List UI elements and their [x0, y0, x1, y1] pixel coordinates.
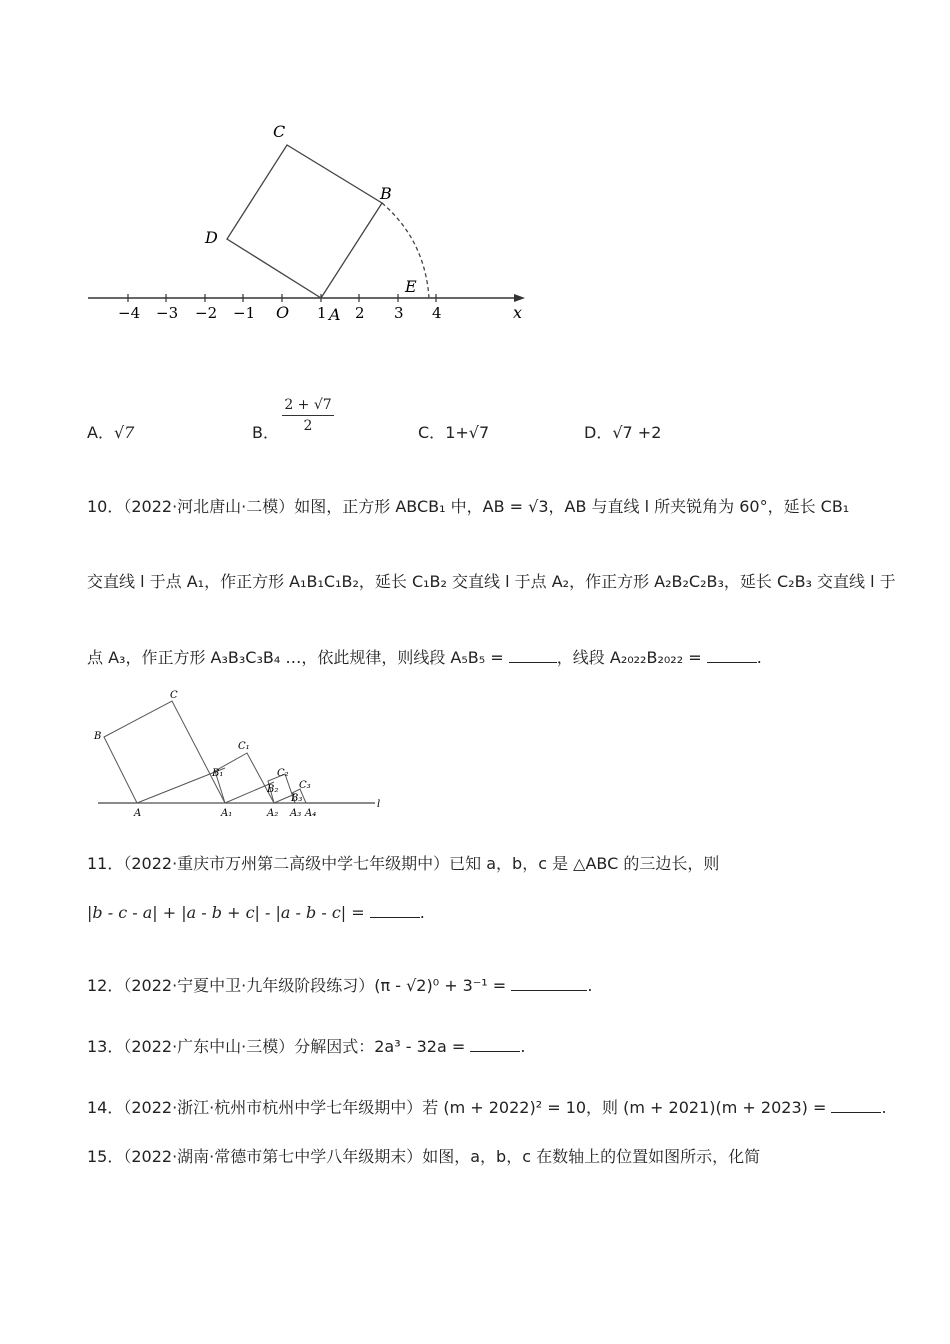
option-d: [584, 420, 661, 443]
point-label-E: E: [405, 277, 417, 296]
q10-line-3-text-b: ，线段 A₂₀₂₂B₂₀₂₂ =: [556, 648, 702, 667]
fig2-label-C3: C₃: [299, 780, 311, 791]
answer-blank[interactable]: [831, 1098, 881, 1113]
fig2-label-A3: A₃: [290, 808, 302, 819]
answer-blank[interactable]: [509, 648, 557, 663]
tick-label: 4: [432, 304, 442, 322]
option-c: [418, 420, 489, 443]
fig2-label-A1: A₁: [221, 808, 233, 819]
fig2-label-l: l: [377, 799, 381, 810]
option-a-expr: √7: [113, 423, 135, 442]
fig2-label-B1: B₁: [212, 768, 224, 779]
option-d-expr: √7 +2: [612, 423, 662, 442]
point-label-O: O: [276, 303, 290, 322]
answer-blank[interactable]: [707, 648, 757, 663]
tick-label: −1: [233, 304, 256, 322]
tick-label: −3: [156, 304, 179, 322]
q10-line-2: 交直线 l 于点 A₁，作正方形 A₁B₁C₁B₂，延长 C₁B₂ 交直线 l 于点 A₂，作正方形 A₂B₂C₂B₃，延长 C₂B₃ 交直线 l 于: [87, 572, 896, 591]
fig2-label-A4: A₄: [305, 808, 317, 819]
option-b-fraction: [282, 397, 334, 434]
fig2-label-A2: A₂: [267, 808, 279, 819]
fig2-label-C1: C₁: [238, 741, 250, 752]
option-a: [87, 420, 134, 443]
figure-square-number-line: [80, 115, 540, 325]
fig2-label-A: A: [134, 808, 142, 819]
q15-line: 15．（2022·湖南·常德市第七中学八年级期末）如图，a，b，c 在数轴上的位置如图所示，化简: [87, 1147, 761, 1166]
q13-line: 13．（2022·广东中山·三模）分解因式：2a³ - 32a = .: [87, 1037, 526, 1056]
figure-square-chain: [90, 686, 390, 820]
q14-line: 14．（2022·浙江·杭州市杭州中学七年级期中）若 (m + 2022)² = 10，则 (m + 2021)(m + 2023) = .: [87, 1098, 887, 1117]
point-label-D: D: [205, 228, 218, 247]
option-d-label: D．: [584, 423, 613, 442]
fig2-label-B: B: [94, 731, 102, 742]
tick-label: −4: [118, 304, 141, 322]
q10-line-3: 点 A₃，作正方形 A₃B₃C₃B₄ …，依此规律，则线段 A₅B₅ = ，线段 A₂₀₂₂B₂₀₂₂ = .: [87, 648, 762, 667]
option-c-label: C．: [418, 423, 446, 442]
fraction-numerator: 2 + √7: [282, 397, 334, 416]
option-b: [252, 420, 279, 443]
axis-label-x: x: [513, 303, 523, 322]
answer-blank[interactable]: [511, 976, 587, 991]
point-label-A: A: [329, 305, 341, 324]
q14-text: 14．（2022·浙江·杭州市杭州中学七年级期中）若 (m + 2022)² = 10，则 (m + 2021)(m + 2023) =: [87, 1098, 827, 1117]
q11-line-2: |b - c - a| + |a - b + c| - |a - b - c| = .: [87, 903, 425, 922]
q10-line-1: 10．（2022·河北唐山·二模）如图，正方形 ABCB₁ 中，AB = √3，AB 与直线 l 所夹锐角为 60°，延长 CB₁: [87, 497, 850, 516]
tick-label: 3: [394, 304, 404, 322]
point-label-C: C: [273, 122, 286, 141]
q12-text: 12．（2022·宁夏中卫·九年级阶段练习）(π - √2)⁰ + 3⁻¹ =: [87, 976, 507, 995]
fig2-label-C: C: [170, 690, 178, 701]
q13-text: 13．（2022·广东中山·三模）分解因式：2a³ - 32a =: [87, 1037, 466, 1056]
option-a-label: A．: [87, 423, 114, 442]
answer-blank[interactable]: [370, 903, 420, 918]
q10-line-3-text: 点 A₃，作正方形 A₃B₃C₃B₄ …，依此规律，则线段 A₅B₅ =: [87, 648, 504, 667]
q12-line: 12．（2022·宁夏中卫·九年级阶段练习）(π - √2)⁰ + 3⁻¹ = .: [87, 976, 593, 995]
fig2-label-C2: C₂: [277, 768, 289, 779]
fig2-label-B3: B₃: [291, 793, 303, 804]
option-b-label: B．: [252, 423, 279, 442]
tick-label: 2: [355, 304, 365, 322]
answer-blank[interactable]: [470, 1037, 520, 1052]
point-label-B: B: [380, 184, 392, 203]
q11-line-1: 11．（2022·重庆市万州第二高级中学七年级期中）已知 a，b，c 是 △ABC 的三边长，则: [87, 854, 720, 873]
tick-label: 1: [317, 304, 327, 322]
fraction-denominator: 2: [303, 418, 313, 434]
fig2-label-B2: B₂: [267, 784, 279, 795]
q11-expression: |b - c - a| + |a - b + c| - |a - b - c| =: [87, 903, 365, 922]
tick-label: −2: [195, 304, 218, 322]
option-c-expr: 1+√7: [445, 423, 490, 442]
